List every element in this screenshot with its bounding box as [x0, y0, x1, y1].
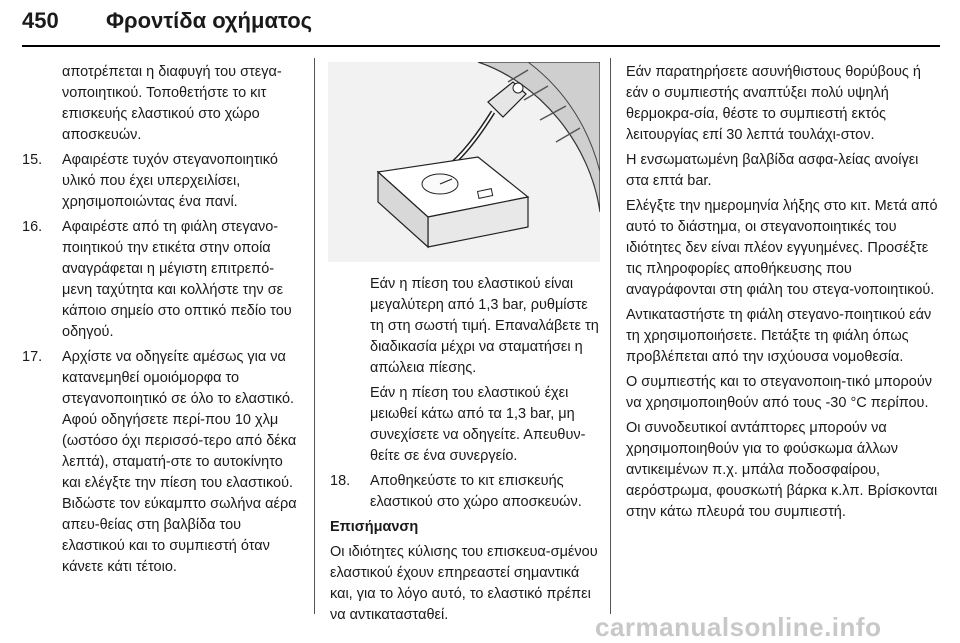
page-title: Φροντίδα οχήματος: [106, 8, 313, 33]
step-18: [330, 471, 600, 513]
step-text: Αποθηκεύστε το κιτ επισκευής ελαστικού στο χώρο αποσκευών.: [370, 473, 582, 510]
step-text: Αρχίστε να οδηγείτε αμέσως για να κατανεμηθεί ομοιόμορφα το στεγανοποιητικό σε όλο το ελαστικό. Αφού οδηγήσετε περί-που 10 χλμ (ωστόσο όχι περισσό-τερο από δέκα λεπτά), σταματή-στε το αυτοκίνητο και ελέγξτε την πίεση του ελαστικού. Βιδώστε τον εύκαμπτο σωλήνα αέρα απευ-θείας στη βαλβίδα του ελαστικού και το συμπιεστή όταν κάνετε κάτι τέτοιο.: [62, 349, 297, 575]
paragraph: Η ενσωματωμένη βαλβίδα ασφα-λείας ανοίγει στα επτά bar.: [626, 152, 919, 189]
header-rule: [22, 45, 940, 47]
continued-text: αποτρέπεται η διαφυγή του στεγα-νοποιητικού. Τοποθετήστε το κιτ επισκευής ελαστικού στο χώρο αποσκευών.: [62, 64, 282, 143]
step-15: [22, 150, 298, 213]
step-number: 15.: [22, 152, 43, 168]
paragraph: Αντικαταστήστε τη φιάλη στεγανο-ποιητικού εάν τη χρησιμοποιήσετε. Πετάξτε τη φιάλη όπως προβλέπεται από την ισχύουσα νομοθεσία.: [626, 307, 932, 365]
compressor-illustration: [328, 62, 600, 262]
page-number: 450: [22, 8, 59, 33]
paragraph: Εάν παρατηρήσετε ασυνήθιστους θορύβους ή εάν ο συμπιεστής αναπτύξει πολύ υψηλή θερμοκρα-σία, θέστε το συμπιεστή εκτός λειτουργίας επί 30 λεπτά τουλάχι-στον.: [626, 64, 921, 143]
step-number: 17.: [22, 349, 43, 365]
step-number: 18.: [330, 473, 351, 489]
compressor-drawing: [328, 62, 600, 262]
paragraph: Εάν η πίεση του ελαστικού έχει μειωθεί κάτω από τα 1,3 bar, μη συνεχίσετε να οδηγείτε. Απευθυν-θείτε σε ένα συνεργείο.: [370, 385, 586, 464]
step-text: Αφαιρέστε από τη φιάλη στεγανο-ποιητικού την ετικέτα στην οποία αναγράφεται η μέγιστη επιτρεπό-μενη ταχύτητα και κολλήστε την σε κάποιο σημείο στο οπτικό πεδίο του οδηγού.: [62, 219, 292, 340]
step-text: Αφαιρέστε τυχόν στεγανοποιητικό υλικό που έχει υπερχειλίσει, χρησιμοποιώντας ένα πανί.: [62, 152, 278, 210]
column-right: [626, 62, 938, 527]
paragraph: Ο συμπιεστής και το στεγανοποιη-τικό μπορούν να χρησιμοποιηθούν από τους -30 °C περίπου.: [626, 374, 932, 411]
step-16: [22, 217, 298, 343]
attention-title: Επισήμανση: [330, 519, 419, 535]
column-left: [22, 62, 298, 582]
step-number: 16.: [22, 219, 43, 235]
paragraph: Ελέγξτε την ημερομηνία λήξης στο κιτ. Μετά από αυτό το διάστημα, οι στεγανοποιητικές του ιδιότητες δεν είναι πλέον εγγυημένες. Προσέξτε τις πληροφορίες αποθήκευσης που αναγράφονται στη φιάλη του στεγα-νοποιητικού.: [626, 198, 938, 298]
page-header: [22, 4, 940, 44]
column-divider-2: [610, 58, 611, 614]
paragraph: Εάν η πίεση του ελαστικού είναι μεγαλύτερη από 1,3 bar, ρυθμίστε τη στη σωστή τιμή. Επαναλάβετε τη διαδικασία μέχρι να σταματήσει η απώλεια πίεσης.: [370, 276, 599, 376]
watermark: carmanualsonline.info: [595, 612, 882, 642]
attention-text: Οι ιδιότητες κύλισης του επισκευα-σμένου ελαστικού έχουν επηρεαστεί σημαντικά και, για το λόγο αυτό, το ελαστικό πρέπει να αντικατασταθεί.: [330, 544, 598, 623]
column-divider-1: [314, 58, 315, 614]
column-middle: [330, 274, 600, 630]
step-17: [22, 347, 298, 578]
paragraph: Οι συνοδευτικοί αντάπτορες μπορούν να χρησιμοποιηθούν για το φούσκωμα άλλων αντικειμένων π.χ. μπάλα ποδοσφαίρου, αερόστρωμα, φουσκωτή βάρκα κ.λπ. Βρίσκονται στην κάτω πλευρά του συμπιεστή.: [626, 420, 938, 520]
